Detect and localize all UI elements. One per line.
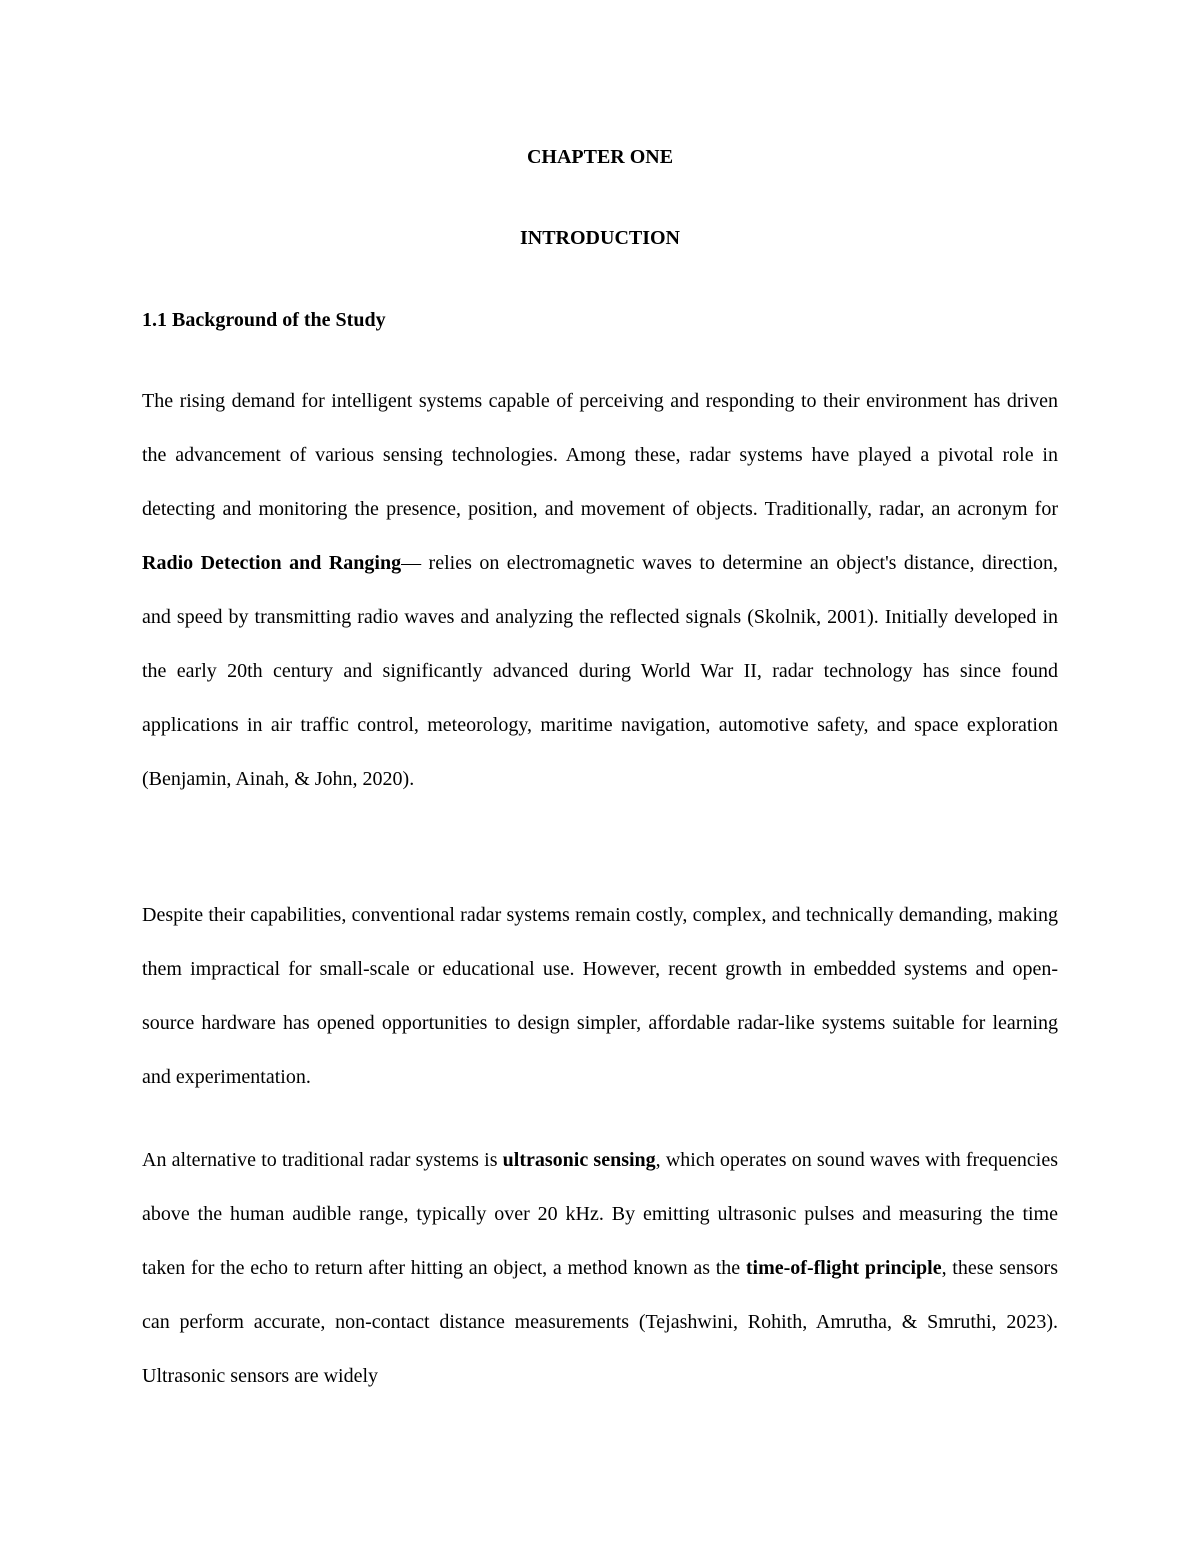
chapter-title: CHAPTER ONE bbox=[526, 146, 674, 168]
paragraph-background-radar bbox=[142, 374, 1058, 806]
section-heading: 1.1 Background of the Study bbox=[142, 309, 386, 331]
paragraph-text: Despite their capabilities, conventional radar systems remain costly, complex, and technically demanding, making them impractical for small-scale or educational use. However, recent growth in embedded systems and open-source hardware has opened opportunities to design simpler, affordable radar-like systems suitable for learning and experimentation. bbox=[142, 904, 1058, 1088]
paragraph-conventional-radar-limits bbox=[142, 888, 1058, 1104]
paragraph-bold-term: Radio Detection and Ranging bbox=[142, 552, 402, 574]
paragraph-text: An alternative to traditional radar systems is bbox=[142, 1149, 503, 1171]
chapter-subtitle: INTRODUCTION bbox=[519, 227, 681, 249]
paragraph-text: , which operates on sound waves with frequencies above the human audible range, typically over 20 kHz. By emitting ultrasonic pulses and measuring the time taken for the echo to return after hitting an object, a method known as the bbox=[142, 1149, 1058, 1279]
paragraph-ultrasonic-sensing bbox=[142, 1133, 1058, 1403]
paragraph-bold-term: ultrasonic sensing bbox=[502, 1149, 656, 1171]
paragraph-text: The rising demand for intelligent systems capable of perceiving and responding to their environment has driven the advancement of various sensing technologies. Among these, radar systems have played a pivotal role in detecting and monitoring the presence, position, and movement of objects. Traditionally, radar, an acronym for bbox=[142, 390, 1058, 520]
paragraph-text: — relies on electromagnetic waves to determine an object's distance, direction, and speed by transmitting radio waves and analyzing the reflected signals (Skolnik, 2001). Initially developed in the early 20th century and significantly advanced during World War II, radar technology has since found applications in air traffic control, meteorology, maritime navigation, automotive safety, and space exploration (Benjamin, Ainah, & John, 2020). bbox=[142, 552, 1058, 790]
paragraph-bold-term: time-of-flight principle bbox=[745, 1257, 942, 1279]
paragraph-text: , these sensors can perform accurate, non-contact distance measurements (Tejashwini, Rohith, Amrutha, & Smruthi, 2023). Ultrasonic sensors are widely bbox=[142, 1257, 1058, 1387]
